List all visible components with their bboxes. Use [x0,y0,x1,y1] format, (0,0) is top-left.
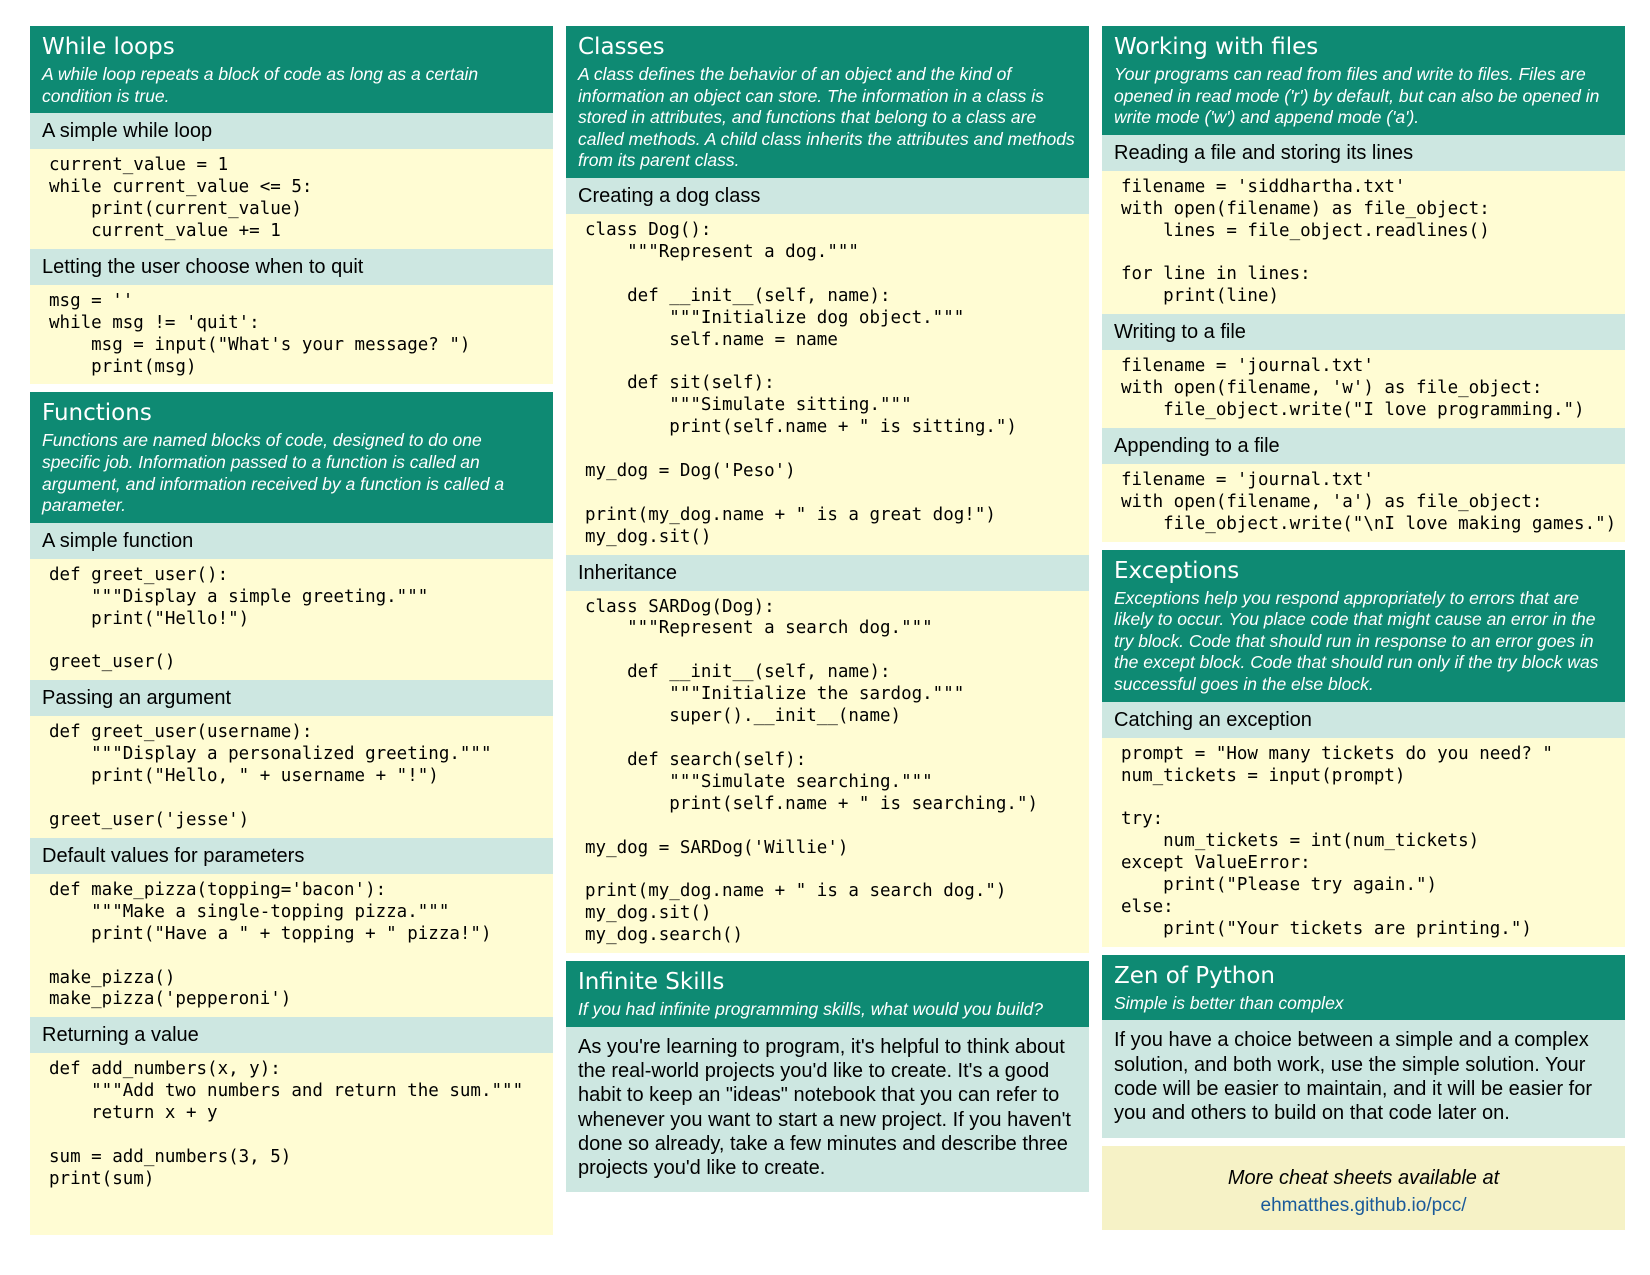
catching-exception-code: prompt = "How many tickets do you need? " num_tickets = input(prompt) try: num_tickets = int(num_tickets) except ValueError: print("Please try again.") else: print("Your tickets are printing.") [1102,738,1625,947]
classes-title: Classes [578,34,665,60]
exceptions-title: Exceptions [1114,557,1240,584]
column-left [30,26,553,1235]
functions-title: Functions [42,400,152,427]
files-header [1102,26,1625,135]
infinite-skills-title: Infinite Skills [578,969,725,996]
passing-argument-heading: Passing an argument [30,680,553,716]
simple-function-heading: A simple function [30,523,553,559]
functions-description: Functions are named blocks of code, designed to do one specific job. Information passed to a function is called an argument, and information received by a function is called a parameter. [42,430,505,516]
zen-title: Zen of Python [1114,962,1275,989]
default-values-code: def make_pizza(topping='bacon'): """Make a single-topping pizza.""" print("Have a " + topping + " pizza!") make_pizza() make_pizza('pepperoni') [30,874,553,1017]
footer-link[interactable]: ehmatthes.github.io/pcc/ [1260,1194,1467,1216]
files-title: Working with files [1114,34,1319,60]
while-loops-title: While loops [42,34,175,60]
while-loops-description: A while loop repeats a block of code as long as a certain condition is true. [42,64,479,106]
simple-while-loop-code: current_value = 1 while current_value <= 5: print(current_value) current_value += 1 [30,149,553,249]
exceptions-header [1102,550,1625,702]
simple-function-code: def greet_user(): """Display a simple greeting.""" print("Hello!") greet_user() [30,559,553,681]
classes-description: A class defines the behavior of an object and the kind of information an object can store. The information in a class is stored in attributes, and functions that belong to a class are called methods. A child class inherits the attributes and methods from its parent class. [578,64,1075,171]
writing-file-code: filename = 'journal.txt' with open(filename, 'w') as file_object: file_object.write("I love programming.") [1102,350,1625,428]
returning-value-code: def add_numbers(x, y): """Add two numbers and return the sum.""" return x + y sum = add_numbers(3, 5) print(sum) [30,1053,553,1234]
default-values-heading: Default values for parameters [30,838,553,874]
dog-class-heading: Creating a dog class [566,178,1089,214]
infinite-skills-description: If you had infinite programming skills, what would you build? [578,999,1043,1020]
writing-file-heading: Writing to a file [1102,314,1625,350]
exceptions-description: Exceptions help you respond appropriately to errors that are likely to occur. You place code that might cause an error in the try block. Code that should run in response to an error goes in the except block. Code that should run only if the try block was successful goes in the else block. [1114,587,1599,695]
user-quit-heading: Letting the user choose when to quit [30,249,553,285]
footer-text: More cheat sheets available at [1227,1166,1500,1189]
functions-header [30,392,553,522]
returning-value-heading: Returning a value [30,1017,553,1053]
passing-argument-code: def greet_user(username): """Display a personalized greeting.""" print("Hello, " + username + "!") greet_user('jesse') [30,716,553,838]
infinite-skills-body: As you're learning to program, it's helpful to think about the real-world projects you'd like to create. It's a good habit to keep an "ideas" notebook that you can refer to whenever you want to start a new project. If you haven't done so already, take a few minutes and describe three projects you'd like to create. [566,1027,1089,1193]
zen-body: If you have a choice between a simple and a complex solution, and both work, use the simple solution. Your code will be easier to maintain, and it will be easier for you and others to build on that code later on. [1102,1020,1625,1137]
catching-exception-heading: Catching an exception [1102,702,1625,738]
appending-file-code: filename = 'journal.txt' with open(filename, 'a') as file_object: file_object.write("\nI love making games.") [1102,464,1625,542]
reading-file-heading: Reading a file and storing its lines [1102,135,1625,171]
zen-description: Simple is better than complex [1114,992,1344,1013]
column-middle [566,26,1089,1192]
cheat-sheets-footer [1102,1146,1625,1230]
inheritance-code: class SARDog(Dog): """Represent a search dog.""" def __init__(self, name): """Initialize the sardog.""" super().__init__(name) def search(self): """Simulate searching.""" print(self.name + " is searching.") my_dog = SARDog('Willie') print(my_dog.name + " is a search dog.") my_dog.sit() my_dog.search() [566,591,1089,954]
zen-header [1102,955,1625,1021]
inheritance-heading: Inheritance [566,555,1089,591]
appending-file-heading: Appending to a file [1102,428,1625,464]
user-quit-code: msg = '' while msg != 'quit': msg = input("What's your message? ") print(msg) [30,285,553,385]
column-right [1102,26,1625,1230]
simple-while-loop-heading: A simple while loop [30,113,553,149]
files-description: Your programs can read from files and write to files. Files are opened in read mode ('r') by default, but can also be opened in write mode ('w') and append mode ('a'). [1114,64,1600,128]
classes-header [566,26,1089,178]
infinite-skills-header [566,961,1089,1027]
reading-file-code: filename = 'siddhartha.txt' with open(filename) as file_object: lines = file_object.readlines() for line in lines: print(line) [1102,171,1625,314]
dog-class-code: class Dog(): """Represent a dog.""" def __init__(self, name): """Initialize dog object.""" self.name = name def sit(self): """Simulate sitting.""" print(self.name + " is sitting.") my_dog = Dog('Peso') print(my_dog.name + " is a great dog!") my_dog.sit() [566,214,1089,555]
while-loops-header [30,26,553,113]
